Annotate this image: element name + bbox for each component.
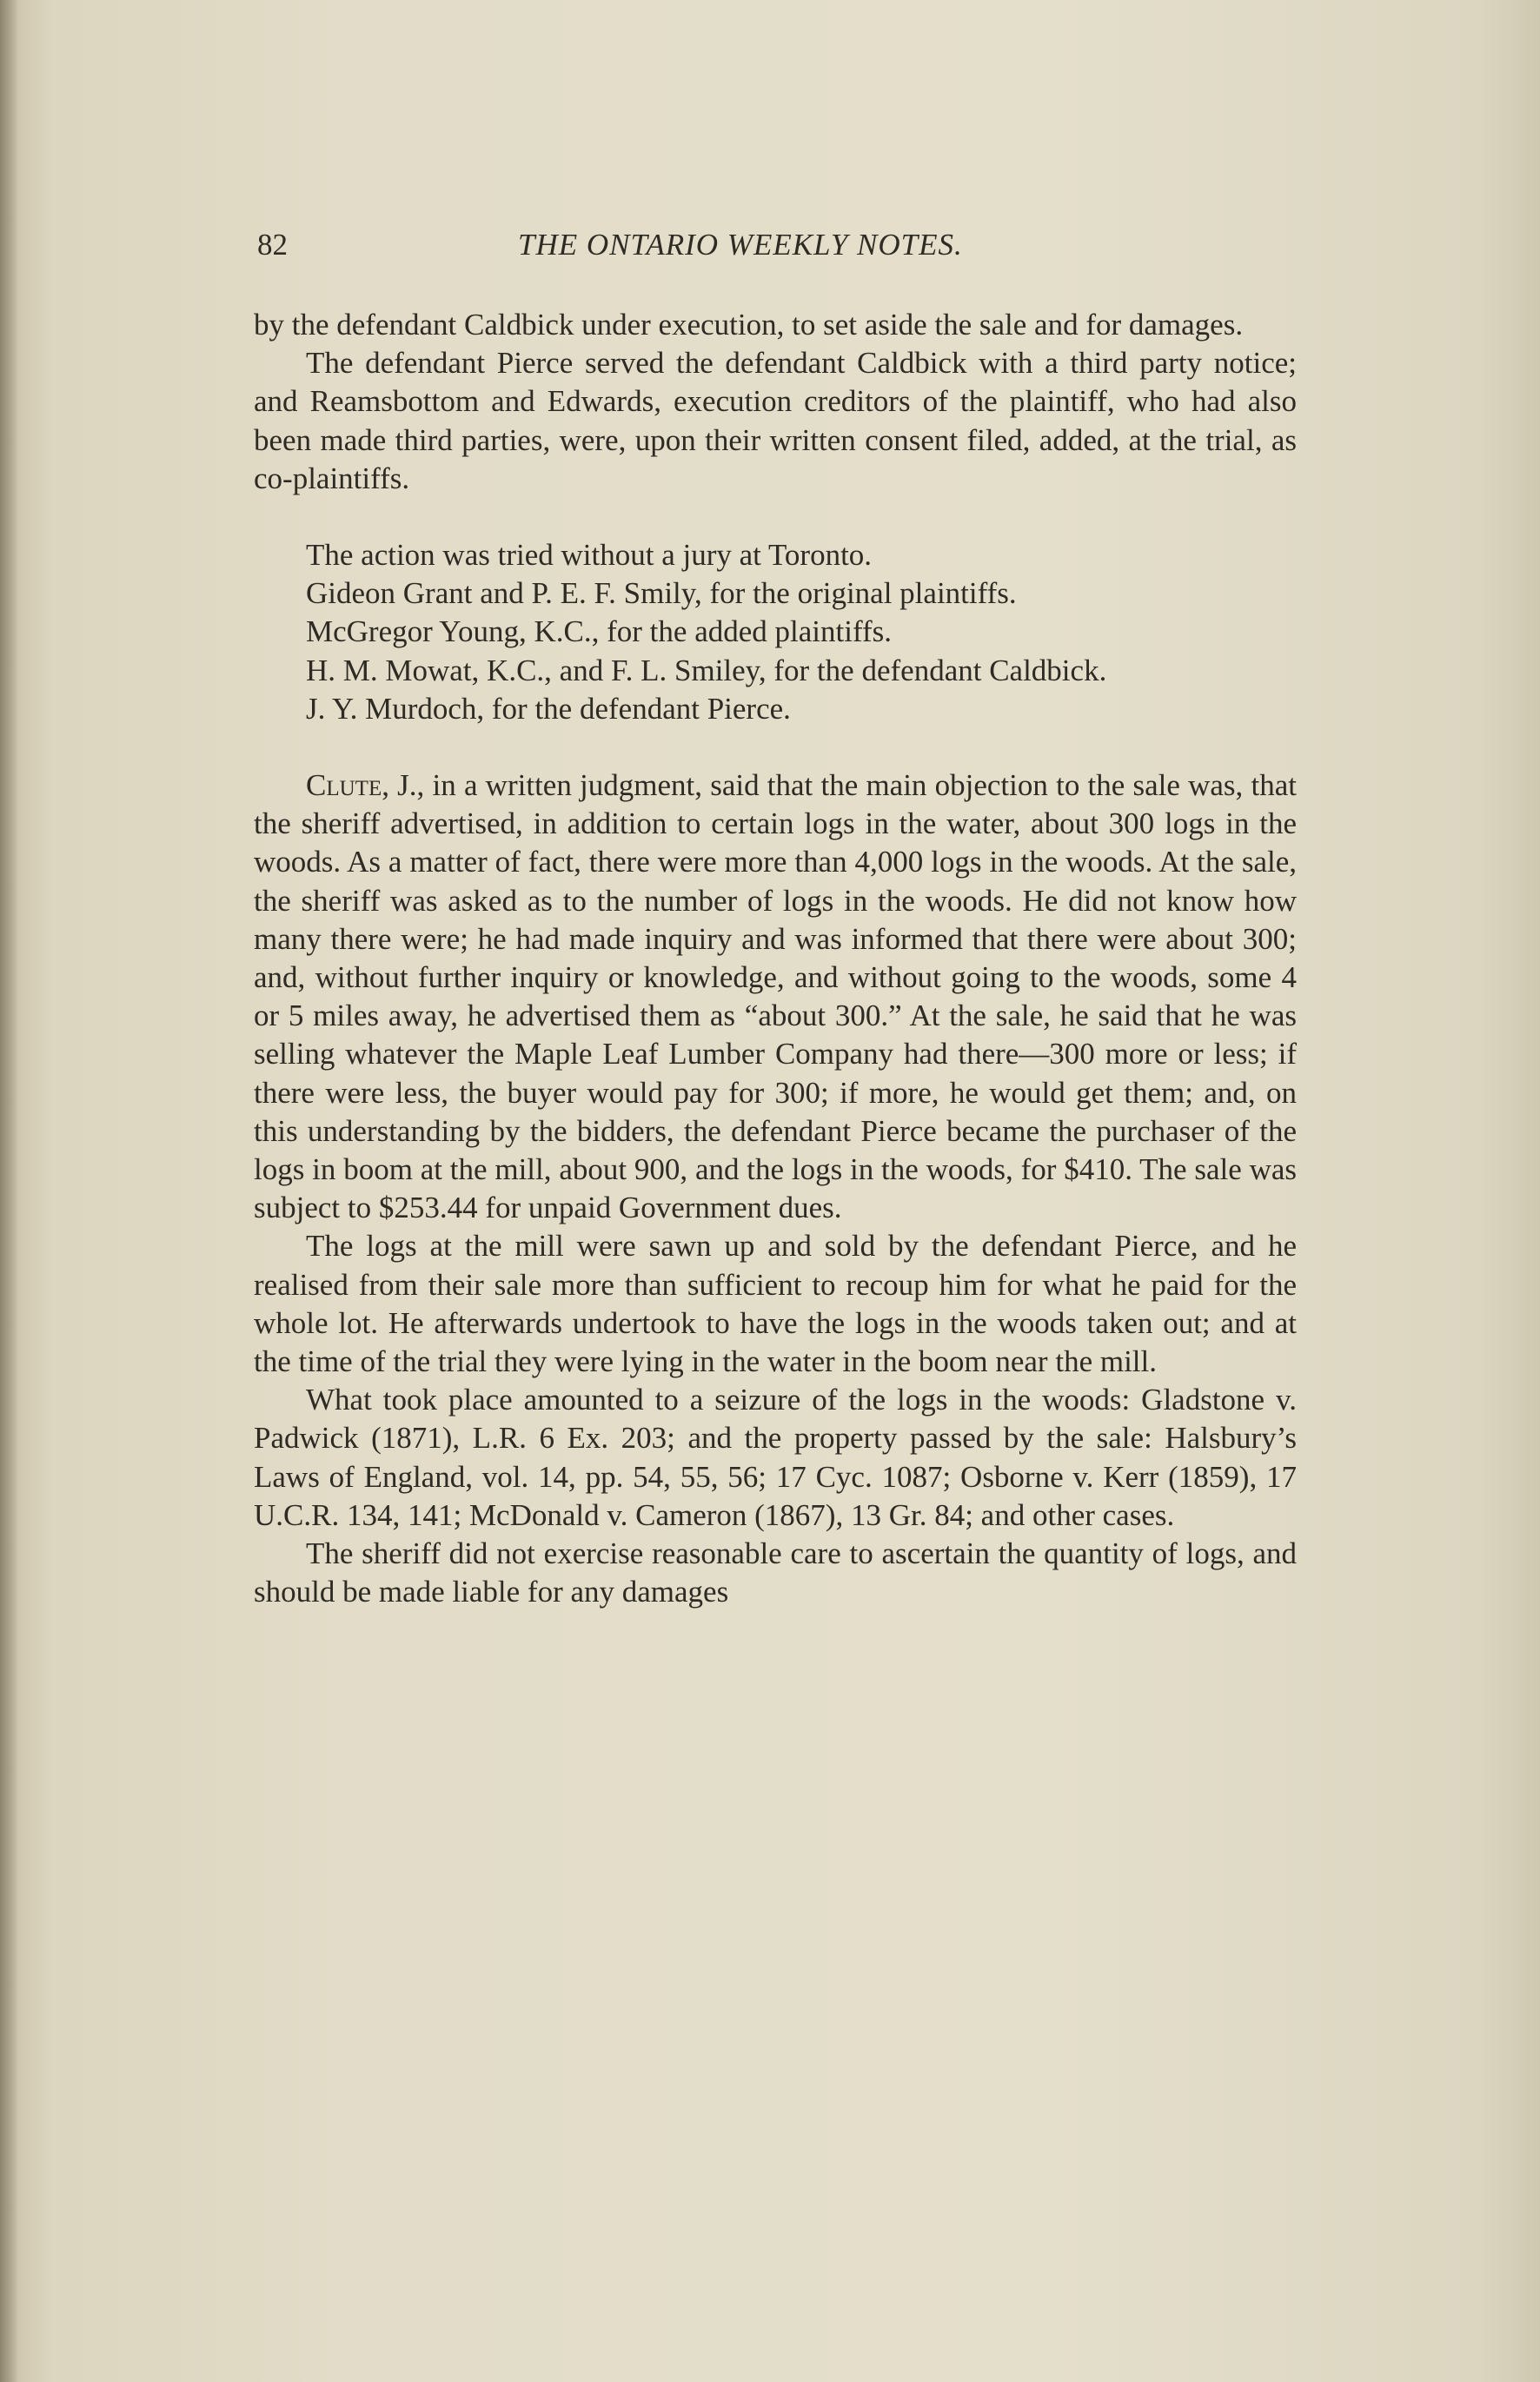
- running-title: THE ONTARIO WEEKLY NOTES.: [518, 228, 963, 262]
- page-gutter-shadow: [0, 0, 19, 2382]
- paragraph-judgment: [254, 766, 1297, 1227]
- page-number: 82: [257, 228, 288, 262]
- paragraph-continuation: by the defendant Caldbick under execution, to set aside the sale and for damages.: [254, 308, 1244, 342]
- counsel-defendant-caldbick: H. M. Mowat, K.C., and F. L. Smiley, for the defendant Caldbick.: [306, 653, 1107, 687]
- counsel-defendant-pierce: J. Y. Murdoch, for the defendant Pierce.: [306, 691, 791, 726]
- page-header: [257, 228, 1297, 280]
- counsel-original-plaintiffs: Gideon Grant and P. E. F. Smily, for the original plaintiffs.: [306, 576, 1017, 611]
- counsel-added-plaintiffs: McGregor Young, K.C., for the added plaintiffs.: [306, 614, 892, 649]
- paragraph-third-party: The defendant Pierce served the defendant Caldbick with a third party notice; and Reamsbottom and Edwards, execution creditors of the plaintiff, who had also been made third parties, were, upon their written consent filed, added, at the trial, as co-plaintiffs.: [254, 346, 1297, 495]
- judgment-text: , J., in a written judgment, said that the main objection to the sale was, that the sheriff advertised, in addition to certain logs in the water, about 300 logs in the woods. As a matter of fact, there were more than 4,000 logs in the woods. At the sale, the sheriff was asked as to the number of logs in the woods. He did not know how many there were; he had made inquiry and was informed that there were about 300; and, without further inquiry or knowledge, and without going to the woods, some 4 or 5 miles away, he advertised them as “about 300.” At the sale, he said that he was selling whatever the Maple Leaf Lumber Company had there—300 more or less; if there were less, the buyer would pay for 300; if more, he would get them; and, on this understanding by the bidders, the defendant Pierce became the purchaser of the logs in boom at the mill, about 900, and the logs in the woods, for $410. The sale was subject to $253.44 for unpaid Government dues.: [254, 768, 1297, 1225]
- paragraph-sheriff-care: The sheriff did not exercise reasonable care to ascertain the quantity of logs, and should be made liable for any damages: [254, 1536, 1297, 1609]
- judge-name: Clute: [306, 768, 382, 803]
- paragraph-trial: The action was tried without a jury at Toronto.: [306, 538, 873, 573]
- body-text: [254, 306, 1297, 1612]
- paragraph-logs-at-mill: The logs at the mill were sawn up and sold by the defendant Pierce, and he realised from their sale more than sufficient to recoup him for what he paid for the whole lot. He afterwards undertook to have the logs in the woods taken out; and at the time of the trial they were lying in the water in the boom near the mill.: [254, 1229, 1297, 1379]
- paragraph-seizure: What took place amounted to a seizure of the logs in the woods: Gladstone v. Padwick (1871), L.R. 6 Ex. 203; and the property passed by the sale: Halsbury’s Laws of England, vol. 14, pp. 54, 55, 56; 17 Cyc. 1087; Osborne v. Kerr (1859), 17 U.C.R. 134, 141; McDonald v. Cameron (1867), 13 Gr. 84; and other cases.: [254, 1383, 1297, 1532]
